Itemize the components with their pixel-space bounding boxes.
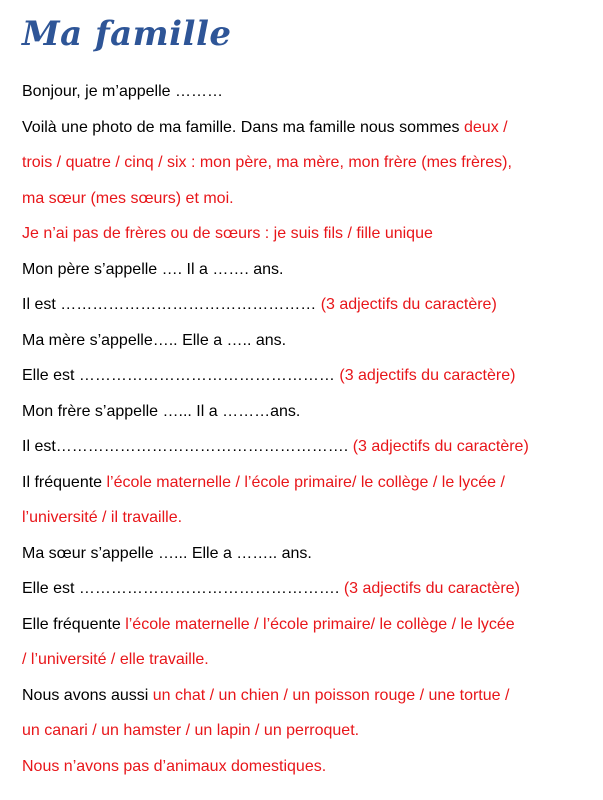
- body-text: Ma sœur s’appelle …... Elle a …….. ans.: [22, 544, 312, 562]
- fill-in-option-text: un canari / un hamster / un lapin / un perroquet.: [22, 722, 360, 739]
- fill-in-option-text: ma sœur (mes sœurs) et moi.: [22, 189, 234, 207]
- worksheet-line: [22, 719, 597, 755]
- body-text: Il fréquente: [22, 473, 107, 491]
- worksheet-line: [22, 613, 597, 649]
- worksheet-line: [22, 506, 597, 542]
- worksheet-line: [22, 293, 597, 329]
- worksheet-line: [22, 648, 597, 684]
- worksheet-line: [22, 258, 597, 294]
- worksheet-line: [22, 222, 597, 258]
- fill-in-option-text: deux /: [464, 118, 508, 136]
- body-text: Ma mère s’appelle….. Elle a ….. ans.: [22, 331, 287, 349]
- fill-in-option-text: l’école maternelle / l’école primaire/ le collège / le lycée: [125, 615, 515, 633]
- fill-in-option-text: (3 adjectifs du caractère): [320, 296, 497, 313]
- fill-in-option-text: Nous n’avons pas d’animaux domestiques.: [22, 757, 327, 775]
- worksheet-line: [22, 435, 597, 471]
- worksheet-line: [22, 151, 597, 187]
- fill-in-option-text: trois / quatre / cinq / six : mon père, ma mère, mon frère (mes frères),: [22, 154, 512, 171]
- worksheet-lines: [22, 80, 597, 790]
- body-text: Nous avons aussi: [22, 686, 153, 704]
- worksheet-line: [22, 187, 597, 223]
- worksheet-line: [22, 542, 597, 578]
- worksheet-line: [22, 329, 597, 365]
- fill-in-option-text: l’université / il travaille.: [22, 509, 183, 526]
- body-text: Il est……………………………………………….: [22, 438, 353, 455]
- worksheet-line: [22, 577, 597, 613]
- page-title: Ma famille: [22, 14, 232, 54]
- fill-in-option-text: / l’université / elle travaille.: [22, 651, 209, 668]
- fill-in-option-text: (3 adjectifs du caractère): [343, 580, 520, 597]
- body-text: Bonjour, je m’appelle ………: [22, 83, 223, 100]
- worksheet-line: [22, 400, 597, 436]
- worksheet-line: [22, 80, 597, 116]
- fill-in-option-text: (3 adjectifs du caractère): [339, 367, 516, 384]
- body-text: Elle est …………………………………………: [22, 367, 340, 384]
- body-text: Mon père s’appelle …. Il a ……. ans.: [22, 260, 284, 278]
- body-text: Elle fréquente: [22, 615, 126, 633]
- body-text: Il est …………………………………………: [22, 296, 321, 313]
- worksheet-line: [22, 364, 597, 400]
- worksheet-line: [22, 471, 597, 507]
- worksheet-line: [22, 684, 597, 720]
- fill-in-option-text: un chat / un chien / un poisson rouge / une tortue /: [152, 686, 510, 704]
- body-text: Mon frère s’appelle …... Il a ………ans.: [22, 402, 301, 420]
- fill-in-option-text: (3 adjectifs du caractère): [352, 438, 529, 455]
- worksheet-line: [22, 116, 597, 152]
- fill-in-option-text: Je n’ai pas de frères ou de sœurs : je suis fils / fille unique: [22, 225, 433, 242]
- body-text: Voilà une photo de ma famille. Dans ma famille nous sommes: [22, 118, 464, 136]
- worksheet-line: [22, 755, 597, 791]
- body-text: Elle est ………………………………………….: [22, 580, 344, 597]
- fill-in-option-text: l’école maternelle / l’école primaire/ le collège / le lycée /: [106, 473, 505, 491]
